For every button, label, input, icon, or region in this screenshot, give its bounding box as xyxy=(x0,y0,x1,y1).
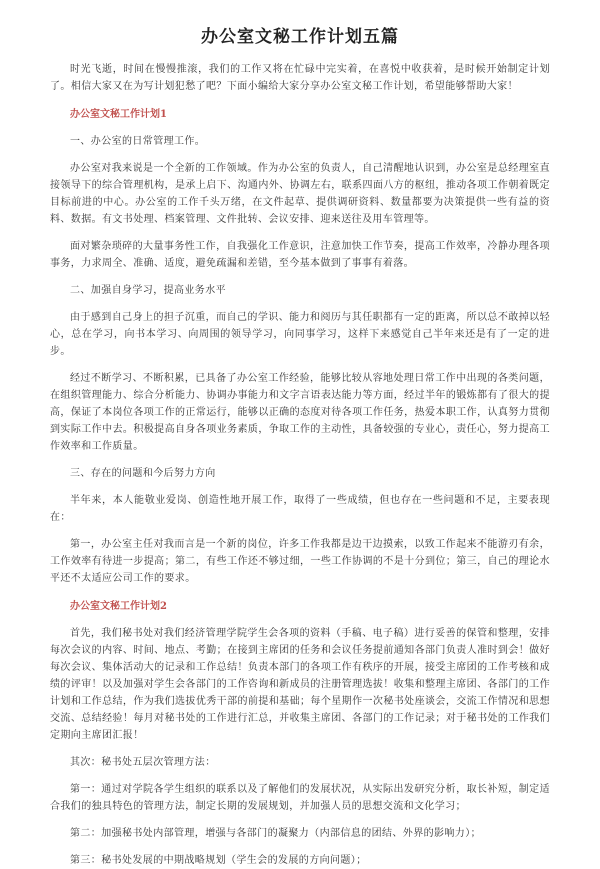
subheading-1-4: 二、加强自身学习，提高业务水平 xyxy=(70,285,226,296)
paragraph-1-8: 半年来，本人能敬业爱岗、创造性地开展工作，取得了一些成绩，但也存在一些问题和不足，主要表现在： xyxy=(50,495,550,523)
intro-paragraph: 时光飞逝，时间在慢慢推滚，我们的工作又将在忙碌中完实着，在喜悦中收获着，是时候开始制定计划了。相信大家又在为写计划犯愁了吧？下面小编给大家分享办公室文秘工作计划，希望能够帮助大家！ xyxy=(50,64,550,92)
paragraph-2-1: 首先，我们秘书处对我们经济管理学院学生会各项的资料（手稿、电子稿）进行妥善的保管和整理，安排每次会议的内容、时间、地点、考勤；在接到主席团的任务和会议任务提前通知各部门负责人准时到会！做好每次会议、集体活动大的记录和工作总结！负责本部门的各项工作有秩序的开展，接受主席团的工作考核和成绩的评审！以及加强对学生会各部门的工作咨询和新成员的注册管理选拔！收集和整理主席团、各部门的工作计划和工作总结，作为我们选拔优秀干部的前提和基础；每个星期作一次秘书处座谈会，交流工作情况和思想交流、总结经验！每月对秘书处的工作进行汇总，并收集主席团、各部门的工作记录；对于秘书处的工作我们定期向主席团汇报！ xyxy=(50,628,550,741)
paragraph-1-9: 第一，办公室主任对我而言是一个新的岗位，许多工作我都是边干边摸索，以致工作起来不能游刃有余，工作效率有待进一步提高；第二，有些工作还不够过细，一些工作协调的不是十分到位；第三，自己的理论水平还不太适应公司工作的要求。 xyxy=(50,539,550,584)
paragraph-2-2: 其次：秘书处五层次管理方法： xyxy=(70,757,216,768)
subheading-1-7: 三、存在的问题和今后努力方向 xyxy=(70,468,216,479)
section-heading-2: 办公室文秘工作计划2 xyxy=(70,601,167,612)
paragraph-1-3: 面对繁杂琐碎的大量事务性工作，自我强化工作意识，注意加快工作节奏，提高工作效率，冷静办理各项事务，力求周全、准确、适度，避免疏漏和差错，至今基本做到了事事有着落。 xyxy=(50,241,550,269)
document-title: 办公室文秘工作计划五篇 xyxy=(201,27,399,47)
paragraph-2-3: 第一：通过对学院各学生组织的联系以及了解他们的发展状况，从实际出发研究分析，取长补短，制定适合我们的独具特色的管理方法，制定长期的发展规划，并加强人员的思想交流和文化学习； xyxy=(50,784,550,812)
paragraph-2-5: 第三：秘书处发展的中期战略规划（学生会的发展的方向问题）； xyxy=(70,855,367,866)
paragraph-1-5: 由于感到自己身上的担子沉重，而自己的学识、能力和阅历与其任职都有一定的距离，所以总不敢掉以轻心，总在学习，向书本学习、向周围的领导学习，向同事学习，这样下来感觉自己半年来还是有了一定的进步。 xyxy=(50,312,550,357)
section-heading-1: 办公室文秘工作计划1 xyxy=(70,109,167,120)
paragraph-1-2: 办公室对我来说是一个全新的工作领域。作为办公室的负责人，自己清醒地认识到，办公室是总经理室直接领导下的综合管理机构，是承上启下、沟通内外、协调左右，联系四面八方的枢纽，推动各项工作朝着既定目标前进的中心。办公室的工作千头万绪，在文件起草、提供调研资料、数量都要为决策提供一些有益的资料、数据。有文书处理、档案管理、文件批转、会议安排、迎来送往及用车管理等。 xyxy=(50,163,550,225)
subheading-1-1: 一、办公室的日常管理工作。 xyxy=(70,136,206,147)
paragraph-2-4: 第二：加强秘书处内部管理，增强与各部门的凝聚力（内部信息的团结、外界的影响力）； xyxy=(70,828,481,839)
paragraph-1-6: 经过不断学习、不断积累，已具备了办公室工作经验，能够比较从容地处理日常工作中出现的各类问题，在组织管理能力、综合分析能力、协调办事能力和文字言语表达能力等方面，经过半年的锻炼都有了很大的提高，保证了本岗位各项工作的正常运行，能够以正确的态度对待各项工作任务，热爱本职工作，认真努力贯彻到实际工作中去。积极提高自身各项业务素质，争取工作的主动性，具备较强的专业心，责任心，努力提高工作效率和工作质量。 xyxy=(50,373,550,452)
